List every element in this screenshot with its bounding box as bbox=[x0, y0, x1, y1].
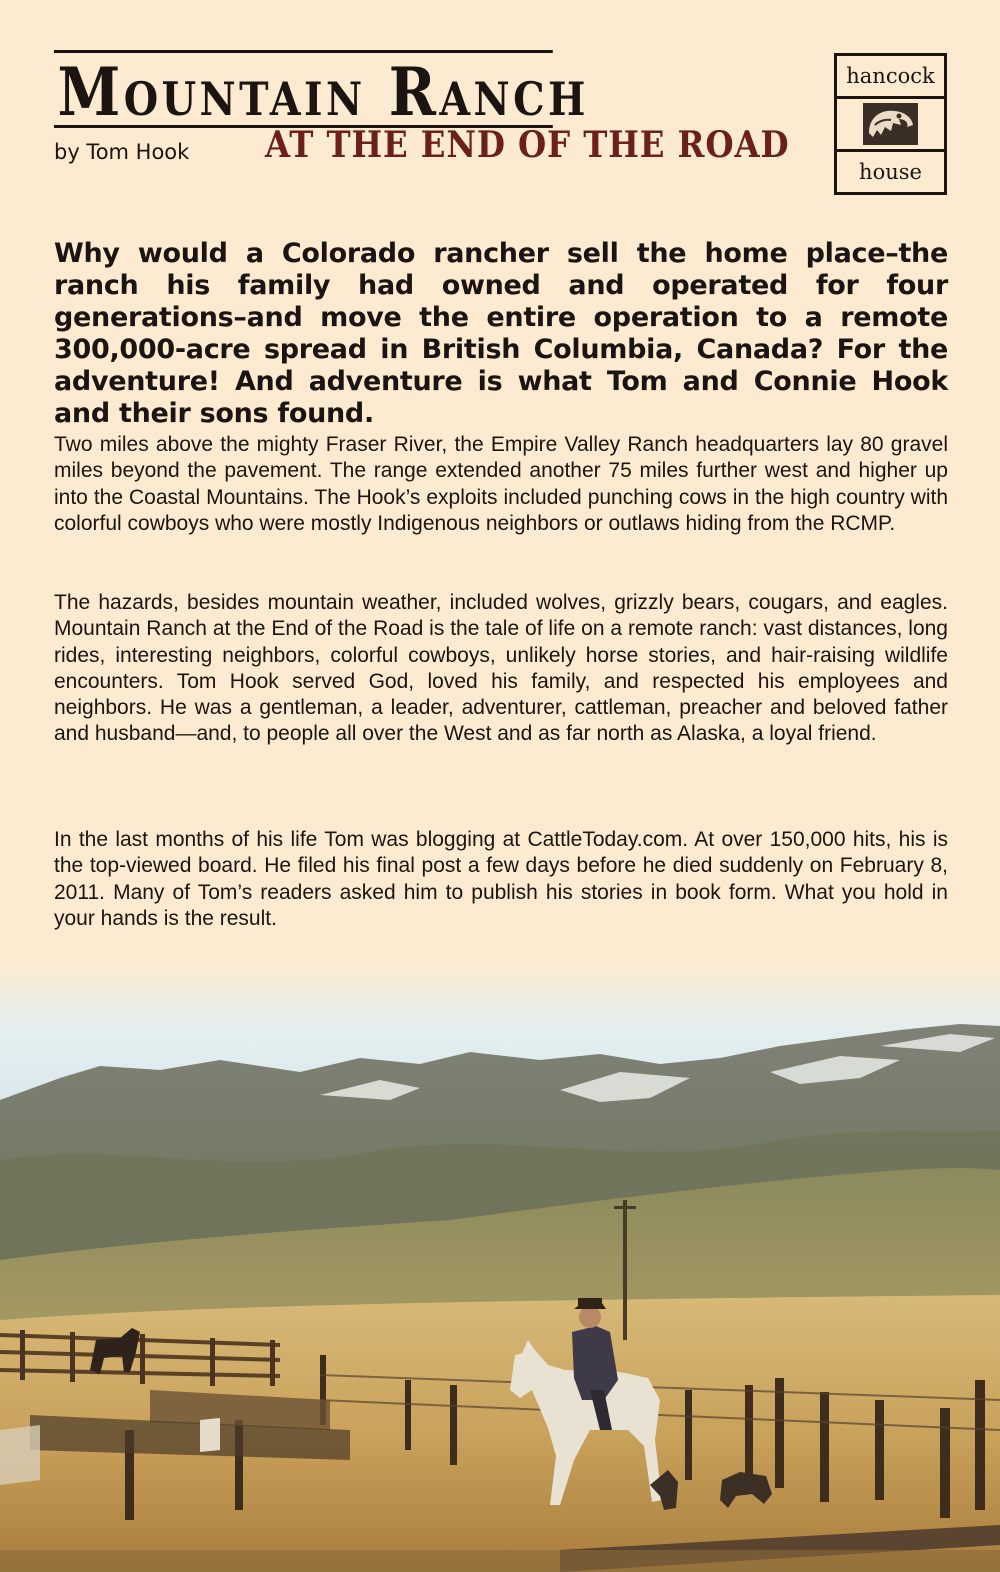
publisher-logo bbox=[834, 53, 947, 195]
lead-paragraph: Why would a Colorado rancher sell the home place–the ranch his family had owned and operated for four generations–and move the entire operation to a remote 300,000-acre spread in British Columbia, Canada? For the adventure! And adventure is what Tom and Connie Hook and their sons found. bbox=[54, 238, 948, 429]
body-paragraph-1: Two miles above the mighty Fraser River, the Empire Valley Ranch headquarters lay 80 gravel miles beyond the pavement. The range extended another 75 miles further west and higher up into the Coastal Mountains. The Hook’s exploits included punching cows in the high country with colorful cowboys who were mostly Indigenous neighbors or outlaws hiding from the RCMP. bbox=[54, 433, 948, 535]
author-byline: by Tom Hook bbox=[54, 140, 190, 164]
eagle-head-icon bbox=[863, 103, 918, 145]
publisher-name-top: hancock bbox=[837, 56, 944, 99]
body-paragraph-2: The hazards, besides mountain weather, included wolves, grizzly bears, cougars, and eagles. Mountain Ranch at the End of the Road is the tale of life on a remote ranch: vast distances, long rides, interesting neighbors, colorful cowboys, unlikely horse stories, and hair-raising wildlife encounters. Tom Hook served God, loved his family, and respected his employees and neighbors. He was a gentleman, a leader, adventurer, cattleman, preacher and beloved father and husband—and, to people all over the West and as far north as Alaska, a loyal friend. bbox=[54, 591, 948, 746]
body-paragraph-3: In the last months of his life Tom was blogging at CattleToday.com. At over 150,000 hits, his is the top-viewed board. He filed his final post a few days before he died suddenly on February 8, 2011. Many of Tom’s readers asked him to publish his stories in book form. What you hold in your hands is the result. bbox=[54, 828, 948, 930]
publisher-name-bottom: house bbox=[837, 149, 944, 192]
ranch-landscape-photo bbox=[0, 960, 1000, 1572]
book-title: Mountain Ranch bbox=[54, 50, 553, 128]
book-subtitle: AT THE END OF THE ROAD bbox=[265, 124, 790, 166]
